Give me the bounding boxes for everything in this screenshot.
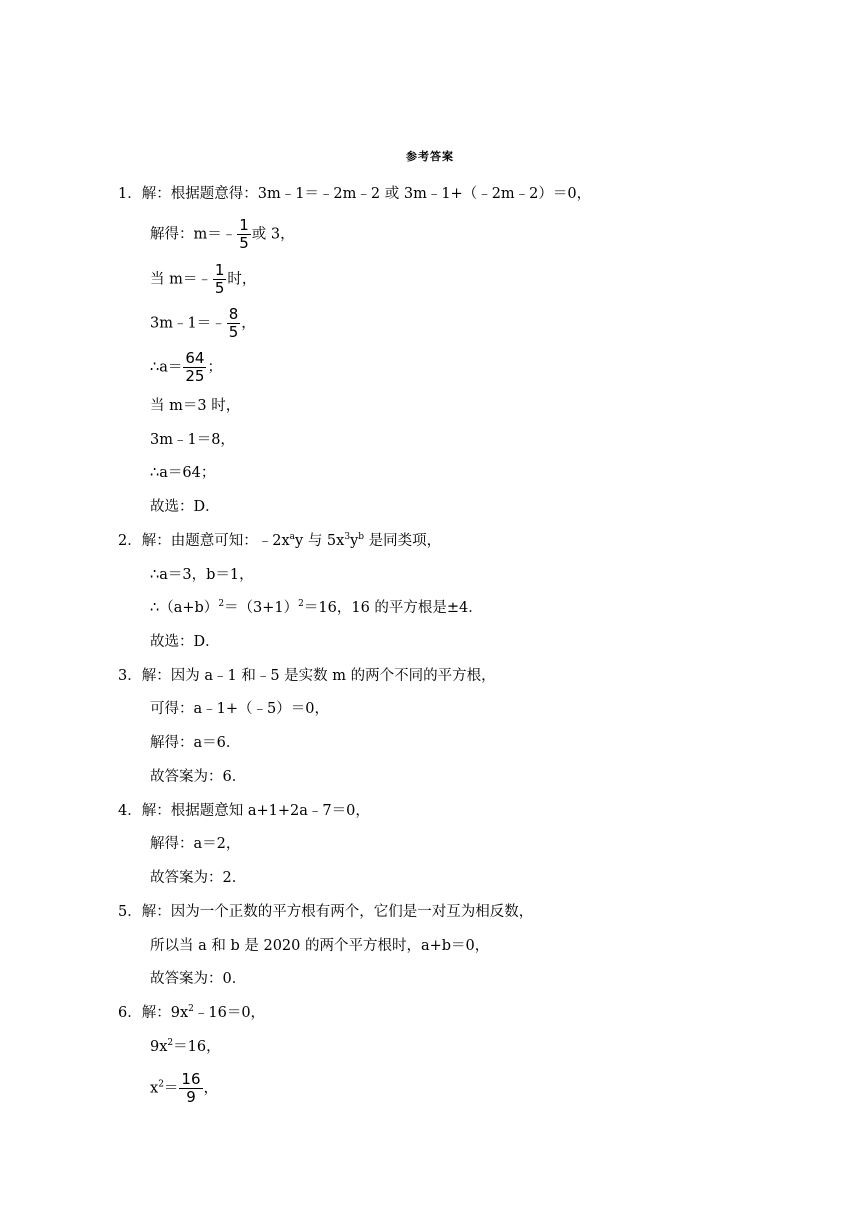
p6-line1-text-a: 6．解：9x [118,1005,189,1021]
numerator: 16 [181,1070,201,1088]
p2-line1-text-d: 是同类项， [364,533,442,549]
p2-line1 [118,531,441,551]
p1-line5 [150,350,222,385]
p6-line3-text-b: ＝ [163,1080,179,1097]
p2-line2: ∴a＝3，b＝1， [150,567,254,583]
denominator: 9 [186,1088,196,1106]
fraction [227,306,241,341]
fraction [183,350,206,385]
denominator: 5 [228,323,239,341]
p6-line1-text-b: ﹣16＝0， [193,1005,266,1021]
p5-line1: 5．解：因为一个正数的平方根有两个，它们是一对互为相反数， [118,904,534,920]
p1-line3-tail: 时， [227,271,257,288]
p1-line2-text: 解得：m＝﹣ [150,226,237,243]
superscript: 2 [218,599,225,609]
p6-line1 [118,1003,265,1023]
numerator: 8 [228,305,239,323]
p2-line3 [150,598,483,618]
p1-line7: 3m﹣1＝8， [150,432,235,448]
p6-line3-tail: ， [203,1080,219,1097]
p3-line1: 3．解：因为 a﹣1 和﹣5 是实数 m 的两个不同的平方根， [118,668,496,684]
superscript: 2 [298,599,304,609]
p1-line4-text: 3m﹣1＝﹣ [150,315,226,332]
p3-line3: 解得：a＝6． [150,735,241,751]
fraction [237,217,251,252]
p5-line2: 所以当 a 和 b 是 2020 的两个平方根时，a+b＝0， [150,938,490,954]
p1-line2-tail: 或 3， [251,226,295,243]
page-title: 参考答案 [406,150,454,163]
superscript: 2 [167,1038,174,1048]
superscript: 2 [158,1079,164,1090]
p1-line5-text: ∴a＝ [150,359,183,376]
superscript: b [358,532,365,542]
superscript: a [289,532,296,542]
p1-line3 [150,262,256,297]
denominator: 25 [185,367,205,385]
p2-line3-text-b: ＝（3+1） [224,600,299,616]
p2-line3-text-c: ＝16，16 的平方根是±4． [303,600,483,616]
p5-line3: 故答案为：0． [150,971,247,987]
p2-line4: 故选：D． [150,634,220,650]
p2-line1-text-a: 2．解：由题意可知：﹣2x [118,533,290,549]
p1-line1: 1．解：根据题意得：3m﹣1＝﹣2m﹣2 或 3m﹣1+（﹣2m﹣2）＝0， [118,186,592,202]
p6-line3-text-a: x [150,1080,159,1097]
p2-line1-text-c: y [350,533,359,549]
numerator: 1 [239,216,249,234]
p1-line3-text: 当 m＝﹣ [150,271,212,288]
p6-line2-text-a: 9x [150,1039,168,1055]
p1-line4-tail: ， [241,315,256,332]
p1-line8: ∴a＝64； [150,465,216,481]
p4-line2: 解得：a＝2， [150,836,241,852]
denominator: 5 [239,234,249,252]
superscript: 3 [344,532,351,542]
p6-line2 [150,1037,221,1057]
p6-line3 [150,1071,218,1106]
p3-line2: 可得：a﹣1+（﹣5）＝0， [150,701,329,717]
p4-line3: 故答案为：2． [150,870,247,886]
p1-line5-tail: ； [207,359,222,376]
p6-line2-text-b: ＝16， [173,1039,221,1055]
p1-line4 [150,306,256,341]
p4-line1: 4．解：根据题意知 a+1+2a﹣7＝0， [118,803,370,819]
p2-line3-text-a: ∴（a+b） [150,600,219,616]
p1-line2 [150,217,295,252]
fraction [179,1071,202,1106]
denominator: 5 [214,279,225,297]
fraction [213,262,227,297]
p2-line1-text-b: y 与 5x [295,533,345,549]
numerator: 1 [214,261,225,279]
p3-line4: 故答案为：6． [150,769,247,785]
numerator: 64 [185,349,205,367]
p1-line9: 故选：D． [150,499,220,515]
p1-line6: 当 m＝3 时， [150,398,241,414]
superscript: 2 [188,1004,194,1014]
